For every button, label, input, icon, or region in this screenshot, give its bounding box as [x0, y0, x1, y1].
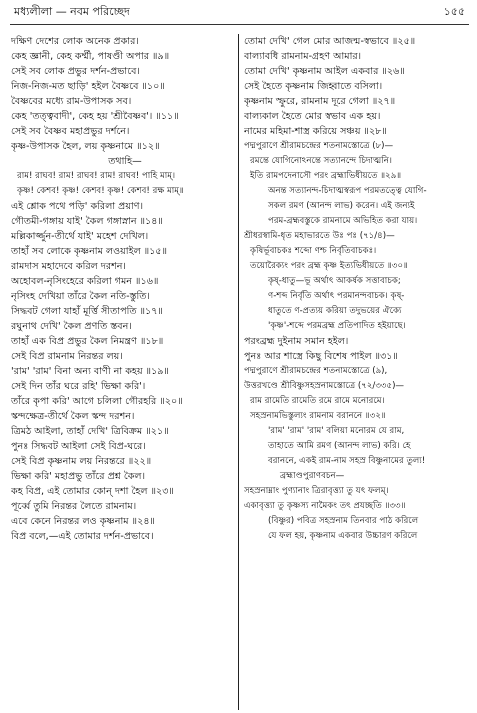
- translation-line: বরাননে, একই রাম-নাম সহস্র বিষ্ণুনামের তুল্য!: [268, 456, 426, 466]
- sanskrit-verse-line: রাম রামেতি রামেতি রমে রামে মনোরমে।: [250, 396, 385, 406]
- verse-line: বৈষ্ণবের মধ্যে রাম-উপাসক সব।: [11, 96, 132, 107]
- verse-line: মল্লিকার্জ্জুন-তীর্থে যাই' মহেশ দেখিল।: [11, 231, 149, 242]
- quote-intro: তথাহি—: [108, 156, 142, 167]
- verse-line: বিপ্র বলে,—এই তোমার দর্শন-প্রভাবে।: [11, 531, 154, 542]
- translation-line: ধাতুতে ণ-প্রত্যয় করিয়া তদুভয়ের ঐক্যে: [268, 306, 402, 316]
- verse-line: সেই হৈতে কৃষ্ণনাম জিহ্বাতে বসিলা।: [244, 81, 383, 92]
- source-reference: শ্রীধরস্বামি-ধৃত মহাভারতে উঃ পঃ (৭১/৪)—: [244, 231, 395, 241]
- translation-line: (বিষ্ণুর) পবিত্র সহস্রনাম তিনবার পাঠ করিলে: [268, 516, 419, 526]
- left-column: [11, 34, 239, 710]
- verse-line: স্কন্দক্ষেত্র-তীর্থে কৈল স্কন্দ দরশন।: [11, 411, 135, 422]
- running-header: [10, 4, 469, 20]
- verse-line: পূর্ব্বে তুমি নিরন্তর লৈতে রামনাম।: [11, 501, 137, 512]
- source-reference: পদ্মপুরাণে শ্রীরামচন্দ্রের শতনামস্তোত্রে (৮)—: [244, 141, 394, 151]
- verse-line: এবে কেনে নিরন্তর লও কৃষ্ণনাম ॥২৪॥: [11, 516, 155, 527]
- verse-line: বাল্যকাল হৈতে মোর স্বভাব এক হয়।: [244, 111, 381, 122]
- verse-line: তাহাঁ এক বিপ্র প্রভুর কৈল নিমন্ত্রণ ॥১৮॥: [11, 336, 164, 347]
- verse-line: সিদ্ধবট গেলা যাহাঁ মূর্ত্তি সীতাপতি ॥১৭॥: [11, 306, 163, 317]
- verse-line: কেহ জ্ঞানী, কেহ কর্ম্মী, পাষণ্ডী অপার ॥৯॥: [11, 51, 170, 62]
- verse-line: নামের মহিমা-শাস্ত্র করিয়ে সঞ্চয় ॥২৮॥: [244, 126, 387, 137]
- verse-line: অহোবল-নৃসিংহেরে করিলা গমন ॥১৬॥: [11, 276, 159, 287]
- translation-line: ণ-শব্দ নির্বৃতি অর্থাৎ পরমানন্দবাচক। কৃষ্-: [268, 291, 405, 301]
- verse-line: পরংব্রহ্ম দুইনাম সমান হইল।: [244, 336, 349, 347]
- source-reference: উত্তরখণ্ডে শ্রীবিষ্ণুসহস্রনামস্তোত্রে (৭২/৩৩৫)—: [244, 381, 405, 391]
- verse-line: কহ বিপ্র, এই তোমার কোন্ দশা হৈল ॥২৩॥: [11, 486, 174, 497]
- verse-line: এই শ্লোক পথে পড়ি' করিলা প্রয়াণ।: [11, 201, 144, 212]
- verse-line: সেই বিপ্র কৃষ্ণনাম লয় নিরন্তরে ॥২২॥: [11, 456, 152, 467]
- verse-line: তাঁরে কৃপা করি' আগে চলিলা গৌরহরি ॥২০॥: [11, 396, 183, 407]
- verse-line: 'রাম' 'রাম' বিনা অন্য বাণী না কহয় ॥১৯॥: [11, 366, 169, 377]
- verse-line: কৃষ্ণ-উপাসক হৈল, লয় কৃষ্ণনামে ॥১২॥: [11, 141, 160, 152]
- translation-line: তাহাতে আমি রমণ (আনন্দ লাভ) করি। হে: [268, 441, 411, 451]
- verse-line: তোমা দেখি' কৃষ্ণনাম আইল একবার ॥২৬॥: [244, 66, 405, 77]
- sanskrit-verse-line: কৃষ্ণ! কেশব! কৃষ্ণ! কেশব! কৃষ্ণ! কেশব! রক্ষ মাম্॥: [17, 186, 184, 196]
- sanskrit-verse-line: রমন্তে যোগিনোঽনন্তে সত্যানন্দে চিদাত্মনি।: [250, 156, 392, 166]
- verse-line: রামদাস মহাদেবে করিল দরশন।: [11, 261, 126, 272]
- header-rule: [10, 24, 469, 25]
- verse-line: দক্ষিণ দেশের লোক অনেক প্রকার।: [11, 36, 139, 47]
- verse-line: ভিক্ষা করি' মহাপ্রভু তাঁরে প্রশ্ন কৈল।: [11, 471, 146, 482]
- verse-line: নৃসিংহ দেখিয়া তাঁরে কৈল নতি-স্তুতি।: [11, 291, 150, 302]
- verse-line: সেই দিন তাঁর ঘরে রহি' ভিক্ষা করি'।: [11, 381, 146, 392]
- page-number: ১৫৫: [443, 5, 465, 18]
- verse-line: গৌতমী-গঙ্গায় যাই' কৈল গঙ্গাস্নান ॥১৪॥: [11, 216, 163, 227]
- translation-line: 'রাম' 'রাম' 'রাম' বলিয়া মনোরম যে রাম,: [268, 426, 405, 436]
- verse-line: নিজ-নিজ-মত ছাড়ি' হইল বৈষ্ণবে ॥১০॥: [11, 81, 165, 92]
- translation-line: সকল রমণ (আনন্দ লাভ) করেন। এই জন্যই: [268, 201, 415, 211]
- translation-line: কৃষ্-ধাতু—ভূ অর্থাৎ আকর্ষক সত্তাবাচক;: [268, 276, 401, 286]
- verse-line: সেই বিপ্র রামনাম নিরন্তর লয়।: [11, 351, 123, 362]
- sanskrit-verse-line: একাবৃত্ত্যা তু কৃষ্ণস্য নামৈকং তৎ প্রযচ্ছতি ॥৩৩॥: [244, 501, 406, 511]
- sanskrit-verse-line: সহস্রনাম্নাং পুণ্যানাং ত্রিরাবৃত্ত্যা তু যৎ ফলম্।: [244, 486, 389, 496]
- translation-line: 'কৃষ্ণ'-শব্দে পরমব্রহ্ম প্রতিপাদিত হইয়াছে।: [268, 321, 406, 331]
- verse-line: তোমা দেখি' গেল মোর আজন্ম-স্বভাবে ॥২৫॥: [244, 36, 416, 47]
- translation-line: পরম-ব্রহ্মবস্তুকে রামনামে অভিহিত করা যায়।: [268, 216, 418, 226]
- verse-line: পুনঃ আর শাস্ত্রে কিছু বিশেষ পাইল ॥৩১॥: [244, 351, 398, 362]
- source-reference: পদ্মপুরাণে শ্রীরামচন্দ্রের শতনামস্তোত্রে (৯),: [244, 366, 388, 376]
- verse-line: কৃষ্ণনাম স্ফুরে, রামনাম দূরে গেলা ॥২৭॥: [244, 96, 396, 107]
- sanskrit-verse-line: সহস্রনামভিস্তুল্যং রামনাম বরাননে ॥৩২॥: [250, 411, 386, 421]
- source-reference: ব্রহ্মাণ্ডপুরাণবচন—: [280, 471, 345, 481]
- verse-line: রঘুনাথ দেখি' কৈল প্রণতি স্তবন।: [11, 321, 132, 332]
- verse-line: সেই সব বৈষ্ণব মহাপ্রভুর দর্শনে।: [11, 126, 130, 137]
- verse-line: পুনঃ সিদ্ধবট আইলা সেই বিপ্র-ঘরে।: [11, 441, 146, 452]
- translation-line: যে ফল হয়, কৃষ্ণনাম একবার উচ্চারণ করিলে: [268, 531, 418, 541]
- sanskrit-verse-line: ইতি রামপদেনাসৌ পরং ব্রহ্মাভিধীয়তে ॥২৯॥: [250, 171, 402, 181]
- verse-line: সেই সব লোক প্রভুর দর্শন-প্রভাবে।: [11, 66, 140, 77]
- verse-line: বাল্যাবধি রামনাম-গ্রহণ আমার।: [244, 51, 362, 62]
- verse-line: ত্রিমঠ আইলা, তাহাঁ দেখি' ত্রিবিক্রম ॥২১॥: [11, 426, 169, 437]
- verse-line: কেহ 'তত্ত্ববাদী', কেহ হয় 'শ্রীবৈষ্ণব'। ॥১১॥: [11, 111, 179, 122]
- verse-line: তাহাঁ সব লোকে কৃষ্ণনাম লওয়াইল ॥১৫॥: [11, 246, 168, 257]
- sanskrit-verse-line: তয়োরৈক্যং পরং ব্রহ্ম কৃষ্ণ ইত্যভিধীয়তে ॥৩০॥: [250, 261, 408, 271]
- sanskrit-verse-line: কৃষির্ভূবাচকঃ শব্দো ণশ্চ নির্বৃতিবাচকঃ।: [250, 246, 377, 256]
- chapter-title: মধ্যলীলা — নবম পরিচ্ছেদ: [14, 5, 130, 18]
- sanskrit-verse-line: রাম! রাঘব! রাম! রাঘব! রাম! রাঘব! পাহি মাম্।: [17, 171, 176, 181]
- right-column: [244, 34, 472, 710]
- translation-line: অনন্ত সত্যানন্দ-চিদাত্মস্বরূপ পরমতত্ত্বে যোগি-: [268, 186, 427, 196]
